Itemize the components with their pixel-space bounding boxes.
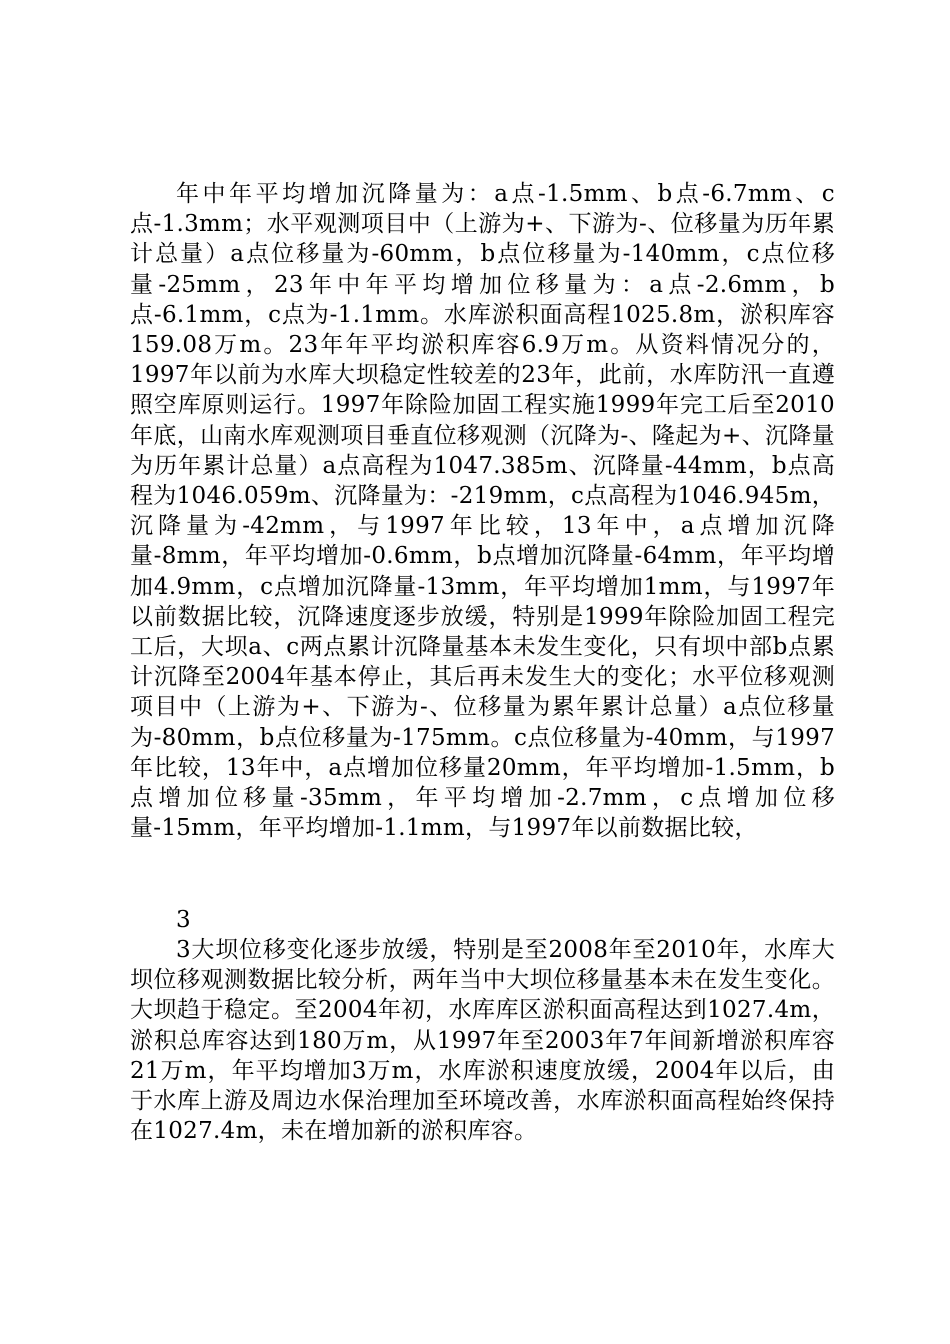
body-paragraph-2: 3大坝位移变化逐步放缓，特别是至2008年至2010年，水库大坝位移观测数据比较分析，两年当中大坝位移量基本未在发生变化。大坝趋于稳定。至2004年初，水库库区淤积面高程达到1027.4m，淤积总库容达到180万m，从1997年至2003年7年间新增淤积库容21万m，年平均增加3万m，水库淤积速度放缓，2004年以后，由于水库上游及周边水保治理加至环境改善，水库淤积面高程始终保持在1027.4m，未在增加新的淤积库容。 bbox=[130, 937, 835, 1145]
page-number: 3 bbox=[176, 907, 191, 933]
body-paragraph-1: 年中年平均增加沉降量为：a点-1.5mm、b点-6.7mm、c点-1.3mm；水平观测项目中（上游为+、下游为-、位移量为历年累计总量）a点位移量为-60mm，b点位移量为-140mm，c点位移量-25mm，23年中年平均增加位移量为：a点-2.6mm，b点-6.1mm，c点为-1.1mm。水库淤积面高程1025.8m，淤积库容159.08万m。23年年平均淤积库容6.9万m。从资料情况分的，1997年以前为水库大坝稳定性较差的23年，此前，水库防汛一直遵照空库原则运行。1997年除险加固工程实施1999年完工后至2010年底，山南水库观测项目垂直位移观测（沉降为-、隆起为+、沉降量为历年累计总量）a点高程为1047.385m、沉降量-44mm，b点高程为1046.059m、沉降量为：-219mm，c点高程为1046.945m，沉降量为-42mm，与1997年比较，13年中，a点增加沉降量-8mm，年平均增加-0.6mm，b点增加沉降量-64mm，年平均增加4.9mm，c点增加沉降量-13mm，年平均增加1mm，与1997年以前数据比较，沉降速度逐步放缓，特别是1999年除险加固工程完工后，大坝a、c两点累计沉降量基本未发生变化，只有坝中部b点累计沉降至2004年基本停止，其后再未发生大的变化；水平位移观测项目中（上游为+、下游为-、位移量为累年累计总量）a点位移量为-80mm，b点位移量为-175mm。c点位移量为-40mm，与1997年比较，13年中，a点增加位移量20mm，年平均增加-1.5mm，b点增加位移量-35mm，年平均增加-2.7mm，c点增加位移量-15mm，年平均增加-1.1mm，与1997年以前数据比较， bbox=[130, 181, 835, 842]
